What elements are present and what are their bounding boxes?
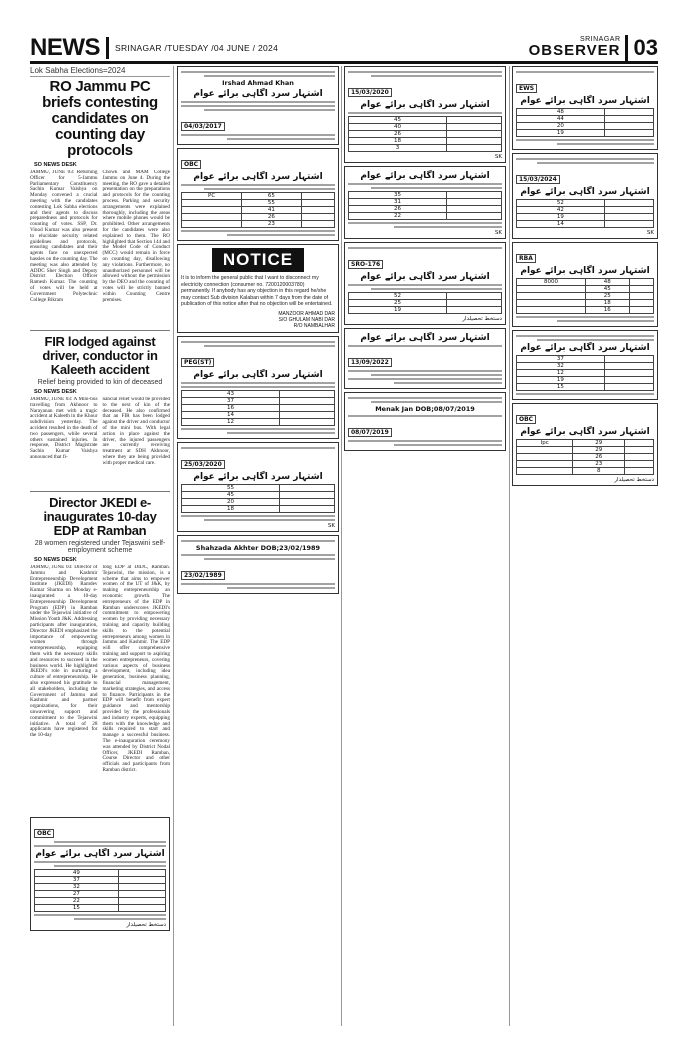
ad-2022: اشتہار سرد اگاہی برائے عوام 13/09/2022 (344, 328, 506, 389)
ad-pc-table: OBC اشتہار سرد اگاہی برائے عوام PC 65 55 41 26 23 (177, 148, 339, 241)
story3 (30, 491, 170, 811)
ads-column-3 (344, 66, 506, 454)
ad-sro: SRO-176 اشتہار سرد اگاہی برائے عوام 52 25 19 دستخط تحصیلدار (344, 242, 506, 325)
ad-8500: اشتہار سرد اگاہی برائے عوام 35 31 26 22 SK (344, 166, 506, 239)
dateline: SRINAGAR /TUESDAY /04 JUNE / 2024 (115, 42, 279, 53)
story2-body: JAMMU, JUNE 03: A Mini-bus travelling from Akhnoor to Narayanan met with a tragic accident at Kaleeth in the Khour subdivision yesterday. The accident resulted in the death of two passengers, while several others sustained injuries. In response, District Magistrate Sachin Kumar Vaishya announced that fi- nancial relief would be provided to the next of kin of the deceased. He also confirmed that an FIR has been lodged against the driver and conductor of the mini bus. With legal action in place against the driver, the injured passengers are currently receiving treatment at SDH Akhnoor, where they are being provided with proper medical care. (30, 397, 170, 466)
story2-byline: SO NEWS DESK (34, 389, 77, 395)
story1-kicker: Lok Sabha Elections=2024 (30, 66, 170, 77)
masthead (30, 34, 658, 64)
column-rule (173, 66, 174, 1026)
notice-signature: MANZOOR AHMAD DAR S/O GHULAM NABI DAR R/O NAMBALHAR (278, 310, 335, 329)
ad-st-peg: 15/03/2020 اشتہار سرد اگاہی برائے عوام 45 40 26 18 3 SK (344, 66, 506, 163)
story3-body: JAMMU, JUNE 03: Director of Jammu and Kashmir Entrepreneurship Development Institute (JKEDI) Ramdev Kumar Sharma on Monday e-inaugurated a 10-day Entrepreneurship Development Program (EDP) in Ramban under the Tejaswini initiative of Mission Youth J&K. Addressing participants after inauguration, Director JKEDI emphasized the importance of empowering women through entrepreneurship, equipping them with the necessary skills and resources to succeed in the business world. He highlighted JKEDI's role in nurturing a culture of entrepreneurship. He also expressed his gratitude to all stakeholders, including the Government of Jammu and Kashmir and partner organizations, for their unwavering support and commitment to the Tejaswini initiative. A total of 28 applicants have registered for the 10-day long EDP at DIDC, Ramban. Tejaswini, the mission, is a scheme that aims to empower women of the UT of J&K, by making entrepreneurship an economic growth. The entrepreneurs of the EDP in Ramban underscores JKEDI's commitment to empowering women by providing necessary training and capacity building skills to the potential entrepreneurs among women in Jammu and Kashmir. The EDP will offer comprehensive training and support to aspiring women entrepreneurs, covering various aspects of business development, including idea generation, business planning, financial management, marketing strategies, and access to finance. Participants in the EDP will benefit from expert guidance and mentorship provided by the professionals and industry experts, equipping them with the knowledge and skills required to start and manage a successful business. The e-inauguration ceremony was attended by District Nodal Officer, JKEDI Ramban, Course Director and other officials and participants from Ramban district. (30, 565, 170, 773)
story3-headline: Director JKEDI e-inaugurates 10-day EDP at Ramban (43, 495, 157, 538)
story1-body: JAMMU, JUNE 03: Returning Officer for 5-Jammu Parliamentary Constituency Sachin Kumar Vaishya on Monday convened a crucial meeting with the candidates contesting Lok Sabha elections and their agents to discuss preparedness and protocols for counting of votes. SSP, Dr. Vinod Kumar was also present to elucidate security related guidelines and protocols, ensuring candidates and their agents face no unexpected hassles on the counting day. The meeting was also attended by ADDC Sher Singh and Deputy District Election Officer Ramesh Kumar. The counting of votes will be held at Government Polytechnic College Bikram Chowk and MAM College Jammu on June 4. During the meeting, the RO gave a detailed presentation on the preparations and protocols for the counting process. Parking and security arrangements were explained thoroughly, including the areas where mobile phones would be prohibited. Other arrangements for the candidates were also explained to them. The RO highlighted that Section 144 and the Model Code of Conduct (MCC) would remain in force on counting day, disallowing any violations. Furthermore, no unauthorized personnel will be allowed without the permission by the DEO and the counting of votes will be strictly banned within Counting Centre premises. (30, 170, 170, 303)
ad-2024-b: اشتہار سرد اگاہی برائے عوام 37 32 12 19 15 (512, 330, 658, 400)
ads-column-4 (512, 66, 658, 489)
ad-shahzada: Shahzada Akhter DOB;23/02/1989 23/02/1989 (177, 535, 339, 594)
story1-headline: RO Jammu PC briefs contesting candidates on counting day protocols (42, 78, 158, 159)
notice-box (177, 244, 339, 333)
story3-subhead: 28 women registered under Tejaswini self-employment scheme (34, 540, 166, 554)
story2-subhead: Relief being provided to kin of deceased (37, 379, 163, 386)
column-rule (341, 66, 342, 1026)
ad-menak: Menak Jan DOB;08/07/2019 08/07/2019 (344, 392, 506, 451)
ad-obc-left: OBC اشتہار سرد اگاہی برائے عوام 49 37 32 27 22 15 دستخط تحصیلدار (30, 817, 170, 931)
ad-table: 49 37 32 27 22 15 (34, 869, 166, 912)
ad-date-2020: 25/03/2020 اشتہار سرد اگاہی برائے عوام 55 45 20 18 SK (177, 442, 339, 532)
masthead-divider (106, 37, 109, 59)
notice-body: It is to inform the general public that I want to disconnect my electricity connection (consumer no. 7200120003780) permanently. If anybody has any objection in this regard he/she may contact Sub division Kalaban within 7 days from the date of publication of this notice after that no objection will be entertained. (181, 275, 333, 307)
ad-sro-2024: 15/03/2024 اشتہار سرد اگاہی برائے عوام 52 42 19 14 SK (512, 153, 658, 239)
news-column (30, 66, 170, 934)
story2 (30, 330, 170, 487)
notice-title: NOTICE (212, 248, 304, 272)
story2-headline: FIR lodged against driver, conductor in Kaleeth accident (42, 334, 158, 377)
brand-block (529, 35, 658, 61)
ad-obc-right: OBC اشتہار سرد اگاہی برائے عوام Ipc 29 29 26 23 8 دستخط تحصیلدار (512, 403, 658, 486)
ad-ews: EWS اشتہار سرد اگاہی برائے عوام 48 44 20 19 (512, 66, 658, 150)
column-rule (509, 66, 510, 1026)
brand-logo: SRINAGAR OBSERVER (528, 36, 621, 59)
story1-byline: SO NEWS DESK (34, 162, 77, 168)
ads-column-2 (177, 66, 339, 597)
ad-photo-block: Irshad Ahmad Khan اشتہار سرد اگاہی برائے عوام 04/03/2017 (177, 66, 339, 145)
story3-byline: SO NEWS DESK (34, 557, 77, 563)
ad-peg-st: PEG(ST) اشتہار سرد اگاہی برائے عوام 43 37 16 14 12 (177, 336, 339, 439)
ad-rba: RBA اشتہار سرد اگاہی برائے عوام 8000 48 45 25 18 16 (512, 242, 658, 327)
section-title: NEWS (30, 33, 100, 61)
page-number: 03 (625, 35, 658, 61)
